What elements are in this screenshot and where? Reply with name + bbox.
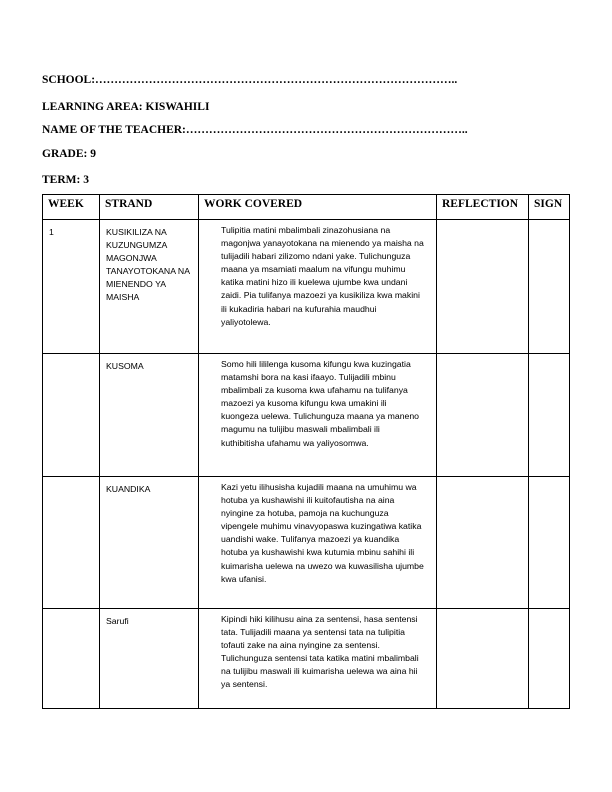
sign-text xyxy=(529,609,569,619)
table-row xyxy=(43,354,570,477)
work-covered-text: Tulipitia matini mbalimbali zinazohusiana na magonjwa yanayotokana na mienendo ya maisha na tulijadili habari zilizomo ndani yake. Tulichunguza maana ya msamiati maalum na vifungu muhimu katika matini hizo ili kuelewa ujumbe kwa undani zaidi. Pia tulifanya mazoezi ya kusikiliza kwa makini ili kukadiria habari na kufurahia maudhui yaliyotolewa. xyxy=(221,225,424,327)
reflection-text xyxy=(437,354,528,364)
strand-cell xyxy=(100,354,199,477)
school-field: SCHOOL:………………………………………………………………………………….. xyxy=(42,74,458,86)
column-header-work-covered: WORK COVERED xyxy=(199,195,437,220)
sign-cell xyxy=(529,477,570,609)
strand-text: KUSOMA xyxy=(106,361,144,371)
grade-label: GRADE: 9 xyxy=(42,148,96,160)
strand-text: KUSIKILIZA NA KUZUNGUMZA MAGONJWA TANAYOTOKANA NA MIENENDO YA MAISHA xyxy=(106,227,190,303)
sign-text xyxy=(529,354,569,364)
table-row xyxy=(43,609,570,709)
sign-cell xyxy=(529,220,570,354)
work-covered-text: Kipindi hiki kilihusu aina za sentensi, hasa sentensi tata. Tulijadili maana ya sentensi tata na tulipitia tofauti zake na aina nyingine za sentensi. Tulichunguza sentensi tata katika matini mbalimbali na tulijibu maswali ili kuimarisha uelewa wa aina hii ya sentensi. xyxy=(221,614,419,690)
reflection-cell xyxy=(437,609,529,709)
reflection-text xyxy=(437,220,528,230)
sign-text xyxy=(529,220,569,230)
reflection-text xyxy=(437,477,528,487)
work-covered-text: Kazi yetu ilihusisha kujadili maana na umuhimu wa hotuba ya kushawishi ili kuitofautisha na aina nyingine za hotuba, pamoja na kuchunguza vipengele muhimu vinavyopaswa kuzingatiwa katika uandishi wake. Tulifanya mazoezi ya kuandika hotuba ya kushawishi kwa kutumia mbinu sahihi ili kuimarisha uelewa na uwezo wa kuwasilisha ujumbe kwa ufanisi. xyxy=(221,482,424,584)
week-cell xyxy=(43,609,100,709)
work-covered-text: Somo hili lililenga kusoma kifungu kwa kuzingatia matamshi bora na kasi ifaayo. Tulijadili mbinu mbalimbali za kusoma kwa ufahamu na tulifanya mazoezi ya kusoma kifungu kwa umakini ili kuongeza uelewa. Tulichunguza maana ya maneno magumu na tulijibu maswali mbalimbali ili kuthibitisha ufahamu wa yaliyosomwa. xyxy=(221,359,420,448)
strand-text: KUANDIKA xyxy=(106,484,151,494)
week-cell xyxy=(43,220,100,354)
week-cell xyxy=(43,354,100,477)
teacher-name-field: NAME OF THE TEACHER:……………………………………………………………….. xyxy=(42,124,468,136)
table-row xyxy=(43,220,570,354)
work-covered-cell xyxy=(199,609,437,709)
week-cell xyxy=(43,477,100,609)
column-header-strand: STRAND xyxy=(100,195,199,220)
week-number xyxy=(43,477,99,487)
table-header-row xyxy=(43,195,570,220)
work-covered-cell xyxy=(199,354,437,477)
strand-cell xyxy=(100,609,199,709)
learning-area-label: LEARNING AREA: KISWAHILI xyxy=(42,101,210,113)
work-covered-cell xyxy=(199,220,437,354)
strand-text: Sarufi xyxy=(106,616,129,626)
reflection-cell xyxy=(437,354,529,477)
reflection-cell xyxy=(437,220,529,354)
week-number: 1 xyxy=(49,227,54,237)
sign-cell xyxy=(529,354,570,477)
column-header-week: WEEK xyxy=(43,195,100,220)
strand-cell xyxy=(100,477,199,609)
week-number xyxy=(43,609,99,619)
term-label: TERM: 3 xyxy=(42,174,89,186)
column-header-reflection: REFLECTION xyxy=(437,195,529,220)
work-covered-cell xyxy=(199,477,437,609)
record-of-work-table xyxy=(42,194,570,709)
reflection-text xyxy=(437,609,528,619)
column-header-sign: SIGN xyxy=(529,195,570,220)
table-row xyxy=(43,477,570,609)
sign-text xyxy=(529,477,569,487)
strand-cell xyxy=(100,220,199,354)
sign-cell xyxy=(529,609,570,709)
week-number xyxy=(43,354,99,364)
reflection-cell xyxy=(437,477,529,609)
